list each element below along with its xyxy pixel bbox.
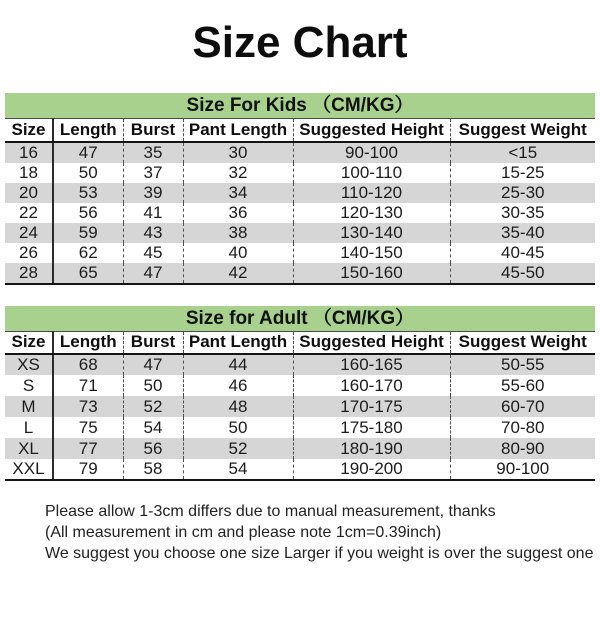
table-cell: 40-45 bbox=[450, 243, 595, 263]
table-row bbox=[5, 163, 595, 183]
page-title: Size Chart bbox=[192, 18, 408, 67]
note-line: We suggest you choose one size Larger if you weight is over the suggest one bbox=[45, 545, 594, 562]
table-cell: 150-160 bbox=[293, 263, 450, 284]
table-cell: 190-200 bbox=[293, 459, 450, 480]
table-cell: 53 bbox=[53, 183, 123, 203]
column-header: Suggest Weight bbox=[450, 119, 595, 142]
column-header: Burst bbox=[123, 119, 183, 142]
kids-table-header-row bbox=[5, 119, 595, 142]
table-cell: 90-100 bbox=[450, 459, 595, 480]
table-cell: 46 bbox=[183, 375, 293, 396]
adult-size-table bbox=[5, 331, 595, 482]
table-cell: 50 bbox=[53, 163, 123, 183]
column-header: Suggested Height bbox=[293, 331, 450, 354]
table-cell: 100-110 bbox=[293, 163, 450, 183]
table-cell: 35-40 bbox=[450, 223, 595, 243]
table-cell: 30-35 bbox=[450, 203, 595, 223]
table-cell: 26 bbox=[19, 242, 38, 262]
table-row bbox=[5, 375, 595, 396]
table-cell: 34 bbox=[183, 183, 293, 203]
table-cell: 160-165 bbox=[293, 354, 450, 375]
table-cell: 47 bbox=[123, 263, 183, 284]
table-cell: 52 bbox=[183, 438, 293, 459]
table-cell: 52 bbox=[123, 396, 183, 417]
table-cell: 90-100 bbox=[293, 142, 450, 163]
table-cell: 70-80 bbox=[450, 417, 595, 438]
column-header: Burst bbox=[123, 331, 183, 354]
table-row bbox=[5, 459, 595, 480]
table-cell: 180-190 bbox=[293, 438, 450, 459]
table-cell: 18 bbox=[19, 162, 38, 182]
table-row bbox=[5, 417, 595, 438]
table-cell: L bbox=[23, 417, 34, 437]
table-cell: 120-130 bbox=[293, 203, 450, 223]
table-cell: 55-60 bbox=[450, 375, 595, 396]
table-cell: XXL bbox=[5, 459, 53, 480]
table-row bbox=[5, 142, 595, 163]
table-cell: 22 bbox=[19, 202, 38, 222]
table-cell: 79 bbox=[53, 459, 123, 480]
table-cell: 45 bbox=[123, 243, 183, 263]
table-row bbox=[5, 243, 595, 263]
table-cell: 40 bbox=[183, 243, 293, 263]
table-cell: M bbox=[21, 396, 36, 416]
table-cell: <15 bbox=[450, 142, 595, 163]
table-cell: 20 bbox=[19, 182, 38, 202]
table-cell: 16 bbox=[19, 142, 38, 162]
table-cell: 37 bbox=[123, 163, 183, 183]
note-line: (All measurement in cm and please note 1cm=0.39inch) bbox=[45, 524, 442, 541]
column-header: Pant Length bbox=[183, 119, 293, 142]
table-cell: 130-140 bbox=[293, 223, 450, 243]
table-cell: 35 bbox=[123, 142, 183, 163]
table-cell: 56 bbox=[53, 203, 123, 223]
table-cell: XS bbox=[17, 355, 40, 374]
table-cell: 48 bbox=[183, 396, 293, 417]
table-cell: 175-180 bbox=[293, 417, 450, 438]
table-cell: 54 bbox=[123, 417, 183, 438]
table-cell: 32 bbox=[183, 163, 293, 183]
column-header: Pant Length bbox=[183, 331, 293, 354]
table-cell: 56 bbox=[123, 438, 183, 459]
table-cell: 25-30 bbox=[450, 183, 595, 203]
kids-size-section bbox=[5, 93, 595, 285]
column-header: Size bbox=[5, 119, 53, 142]
table-row bbox=[5, 354, 595, 375]
table-cell: 170-175 bbox=[293, 396, 450, 417]
table-row bbox=[5, 263, 595, 284]
table-cell: 59 bbox=[53, 223, 123, 243]
table-cell: 71 bbox=[53, 375, 123, 396]
table-cell: 50-55 bbox=[450, 354, 595, 375]
table-row bbox=[5, 223, 595, 243]
table-cell: 15-25 bbox=[450, 163, 595, 183]
table-cell: 65 bbox=[53, 263, 123, 284]
table-cell: 30 bbox=[183, 142, 293, 163]
table-cell: 42 bbox=[183, 263, 293, 284]
column-header: Suggest Weight bbox=[450, 331, 595, 354]
table-cell: 50 bbox=[123, 375, 183, 396]
table-cell: 68 bbox=[53, 354, 123, 375]
kids-size-table bbox=[5, 118, 595, 285]
table-cell: 47 bbox=[53, 142, 123, 163]
table-cell: 47 bbox=[123, 354, 183, 375]
table-cell: 110-120 bbox=[293, 183, 450, 203]
column-header: Length bbox=[53, 119, 123, 142]
table-cell: 54 bbox=[183, 459, 293, 480]
table-cell: 73 bbox=[53, 396, 123, 417]
column-header: Suggested Height bbox=[293, 119, 450, 142]
table-cell: 75 bbox=[53, 417, 123, 438]
table-cell: 50 bbox=[183, 417, 293, 438]
table-cell: S bbox=[22, 375, 35, 395]
table-cell: 58 bbox=[123, 459, 183, 480]
note-line: Please allow 1-3cm differs due to manual measurement, thanks bbox=[45, 503, 496, 520]
table-cell: 160-170 bbox=[293, 375, 450, 396]
table-cell: 28 bbox=[5, 263, 53, 284]
table-cell: 39 bbox=[123, 183, 183, 203]
adult-size-section bbox=[5, 306, 595, 482]
kids-section-header: Size For Kids （CM/KG） bbox=[5, 93, 595, 118]
measurement-notes bbox=[45, 501, 600, 564]
table-cell: 60-70 bbox=[450, 396, 595, 417]
table-cell: 44 bbox=[183, 354, 293, 375]
column-header: Size bbox=[5, 331, 53, 354]
table-row bbox=[5, 438, 595, 459]
adult-section-header: Size for Adult （CM/KG） bbox=[5, 306, 595, 331]
adult-table-header-row bbox=[5, 331, 595, 354]
table-row bbox=[5, 203, 595, 223]
table-cell: 62 bbox=[53, 243, 123, 263]
table-cell: XL bbox=[18, 438, 39, 458]
table-row bbox=[5, 183, 595, 203]
table-cell: 43 bbox=[123, 223, 183, 243]
table-row bbox=[5, 396, 595, 417]
table-cell: 41 bbox=[123, 203, 183, 223]
column-header: Length bbox=[53, 331, 123, 354]
table-cell: 77 bbox=[53, 438, 123, 459]
table-cell: 45-50 bbox=[450, 263, 595, 284]
table-cell: 80-90 bbox=[450, 438, 595, 459]
table-cell: 140-150 bbox=[293, 243, 450, 263]
table-cell: 38 bbox=[183, 223, 293, 243]
table-cell: 24 bbox=[19, 222, 38, 242]
table-cell: 36 bbox=[183, 203, 293, 223]
